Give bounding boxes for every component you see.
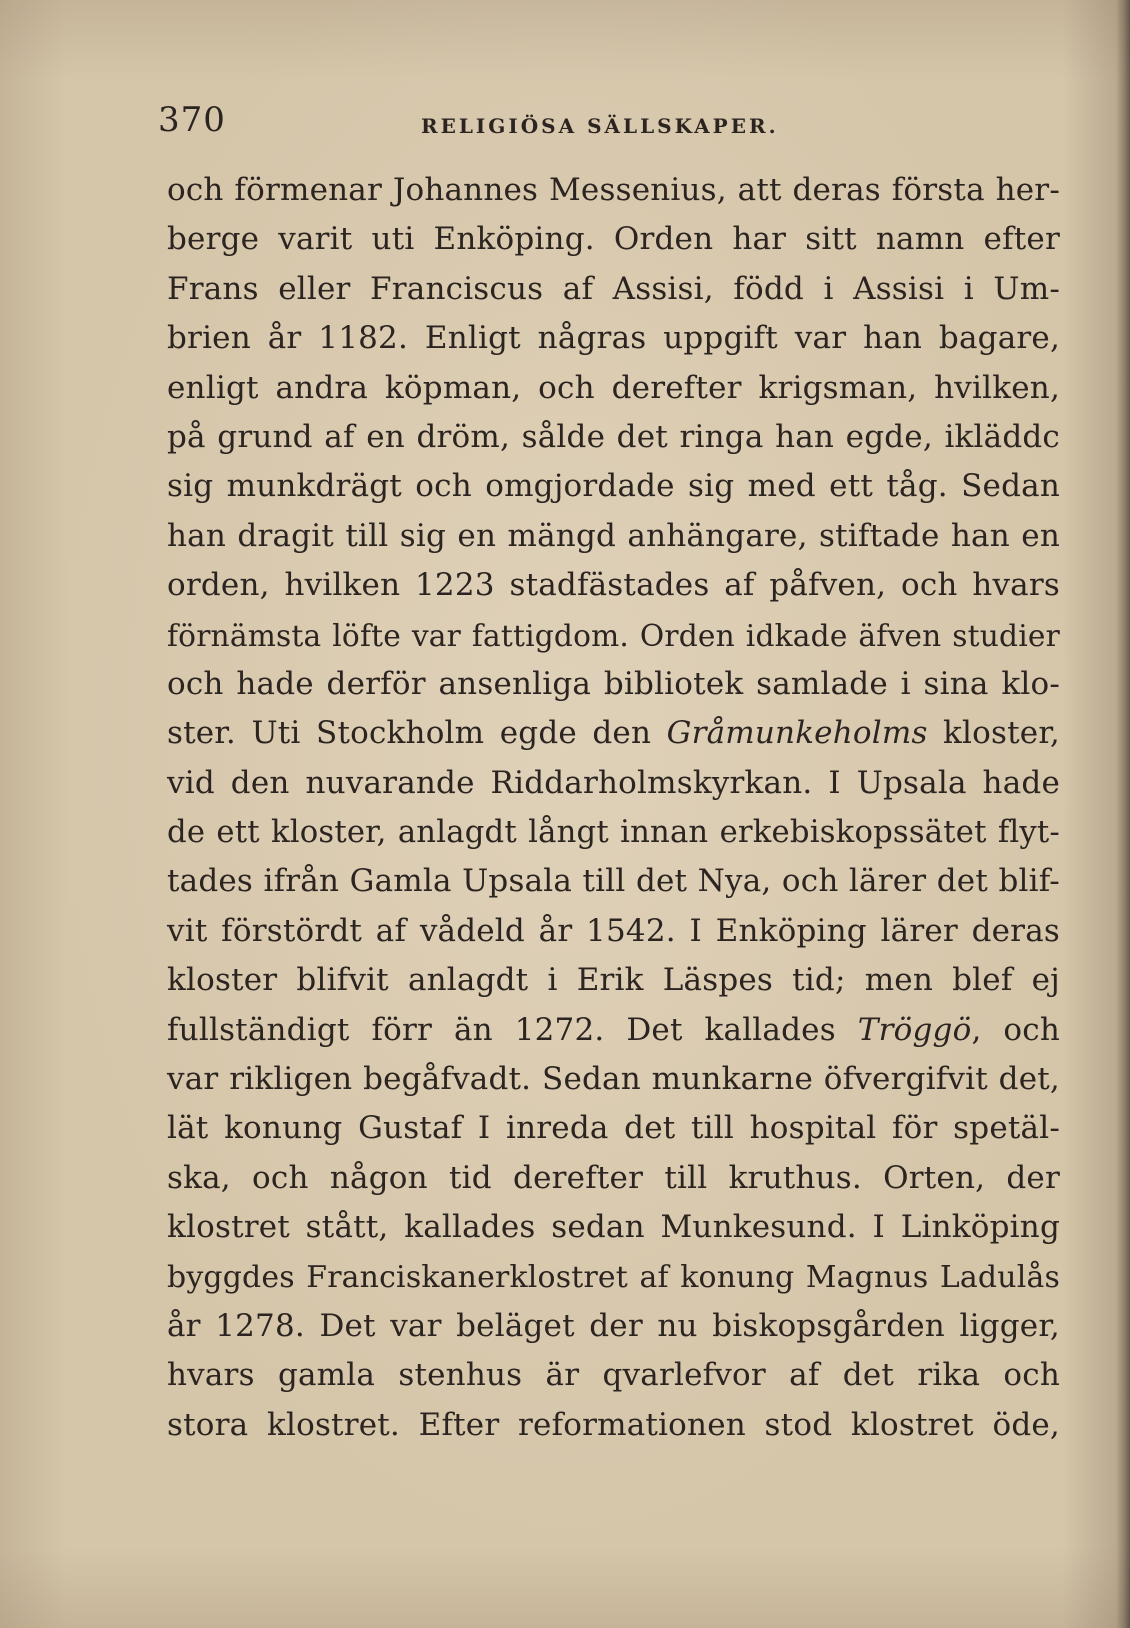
text-line: berge varit uti Enköping. Orden har sitt namn efter [167, 221, 1060, 258]
text-line: byggdes Franciskanerklostret af konung Magnus Ladulås [167, 1259, 1060, 1295]
text-line: tades ifrån Gamla Upsala till det Nya, och lärer det blif- [167, 863, 1060, 900]
text-line: lät konung Gustaf I inreda det till hospital för spetäl- [167, 1110, 1060, 1147]
text-line: ska, och någon tid derefter till kruthus. Orten, der [167, 1159, 1060, 1196]
text-line: år 1278. Det var beläget der nu biskopsgården ligger, [167, 1307, 1060, 1344]
text-line: vit förstördt af vådeld år 1542. I Enköping lärer deras [167, 912, 1060, 949]
text-line: klostret stått, kallades sedan Munkesund. I Linköping [167, 1209, 1060, 1246]
text-segment: kloster, [927, 715, 1060, 752]
running-head: RELIGIÖSA SÄLLSKAPER. [421, 114, 779, 138]
italic-place-name: Tröggö [857, 1011, 972, 1048]
text-line: och förmenar Johannes Messenius, att deras första her- [167, 172, 1060, 208]
text-line: kloster blifvit anlagdt i Erik Läspes tid; men blef ej [167, 962, 1060, 999]
text-line: på grund af en dröm, sålde det ringa han egde, ikläddc [167, 418, 1060, 455]
text-segment: fullständigt förr än 1272. Det kallades [167, 1011, 858, 1048]
text-line: vid den nuvarande Riddarholmskyrkan. I Upsala hade [167, 764, 1060, 801]
text-line: brien år 1182. Enligt någras uppgift var han bagare, [167, 320, 1060, 357]
text-line: var rikligen begåfvadt. Sedan munkarne öfvergifvit det, [167, 1061, 1060, 1098]
italic-place-name: Gråmunkeholms [666, 715, 928, 752]
page-header [158, 100, 1058, 150]
text-segment: , och [971, 1011, 1060, 1048]
text-segment: ster. Uti Stockholm egde den [167, 715, 667, 752]
page-number: 370 [158, 100, 226, 140]
text-line: och hade derför ansenliga bibliotek samlade i sina klo- [167, 665, 1060, 702]
page-edge-shadow [1116, 0, 1130, 1628]
text-line: enligt andra köpman, och derefter krigsman, hvilken, [167, 369, 1060, 406]
text-line: Frans eller Franciscus af Assisi, född i Assisi i Um- [167, 270, 1060, 307]
text-line: de ett kloster, anlagdt långt innan erkebiskopssätet flyt- [167, 815, 1060, 851]
text-line: orden, hvilken 1223 stadfästades af påfven, och hvars [167, 567, 1060, 604]
body-text [167, 166, 1100, 1450]
text-line: hvars gamla stenhus är qvarlefvor af det rika och [167, 1357, 1060, 1394]
text-line [167, 709, 1060, 758]
text-line: förnämsta löfte var fattigdom. Orden idkade äfven studier [167, 617, 1060, 653]
text-line: stora klostret. Efter reformationen stod klostret öde, [167, 1406, 1060, 1443]
text-line: sig munkdrägt och omgjordade sig med ett tåg. Sedan [167, 468, 1060, 505]
text-line [167, 1006, 1060, 1055]
text-line: han dragit till sig en mängd anhängare, stiftade han en [167, 517, 1060, 554]
